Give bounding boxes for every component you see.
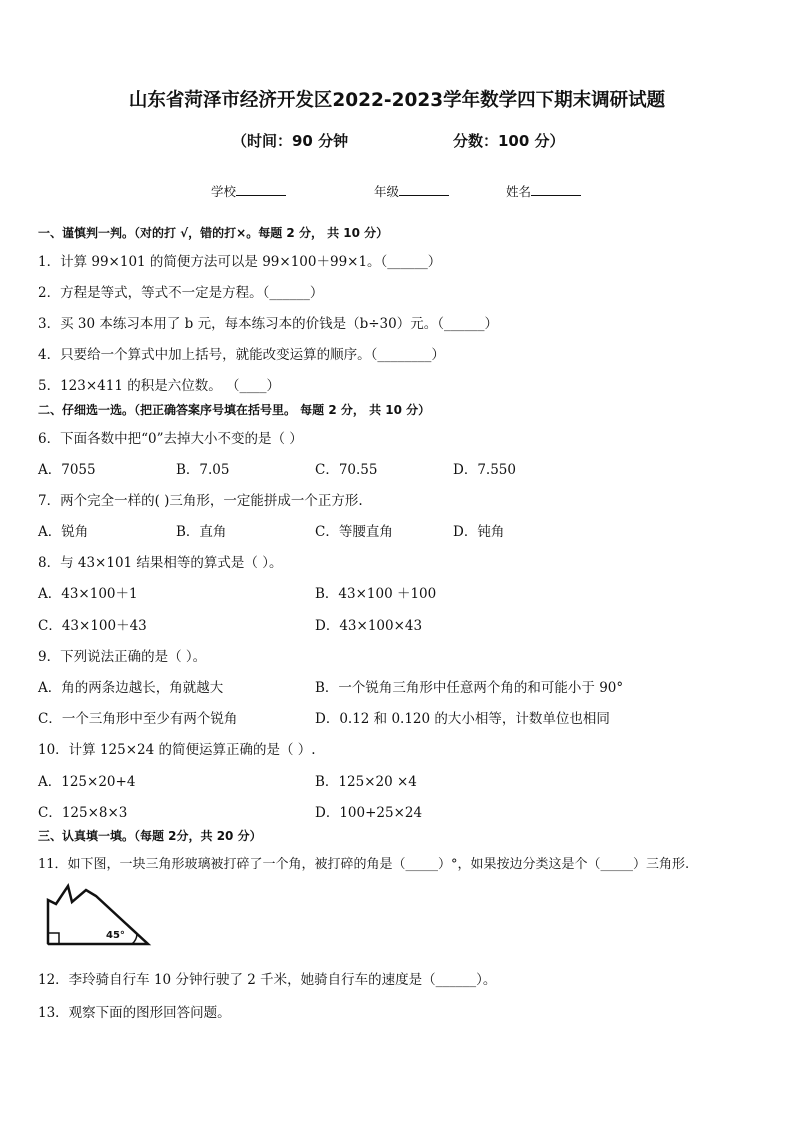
question-3: 3．买 30 本练习本用了 b 元，每本练习本的价钱是（b÷30）元。（______） xyxy=(38,316,498,332)
q7-option-c: C．等腰直角 xyxy=(315,524,393,540)
question-6: 6．下面各数中把“0”去掉大小不变的是（ ） xyxy=(38,431,303,447)
broken-triangle-figure xyxy=(40,882,152,948)
q10-option-a: A．125×20+4 xyxy=(38,774,136,790)
q10-option-c: C．125×8×3 xyxy=(38,805,128,821)
question-10: 10．计算 125×24 的简便运算正确的是（ ）. xyxy=(38,742,316,758)
q6-option-a: A．7055 xyxy=(38,462,96,478)
page-title: 山东省菏泽市经济开发区2022-2023学年数学四下期末调研试题 xyxy=(128,90,666,111)
question-11: 11．如下图，一块三角形玻璃被打碎了一个角，被打碎的角是（_____）°，如果按边分类这是个（_____）三角形. xyxy=(38,857,690,872)
q6-option-d: D．7.550 xyxy=(453,462,516,478)
q9-option-a: A．角的两条边越长，角就越大 xyxy=(38,680,224,696)
grade-blank[interactable] xyxy=(399,182,449,196)
exam-time: （时间：90 分钟 xyxy=(232,132,349,150)
q10-option-b: B．125×20 ×4 xyxy=(315,774,417,790)
school-blank[interactable] xyxy=(236,182,286,196)
school-field xyxy=(211,182,286,200)
section2-heading: 二、仔细选一选。（把正确答案序号填在括号里。 每题 2 分， 共 10 分） xyxy=(38,403,431,417)
question-12: 12．李玲骑自行车 10 分钟行驶了 2 千米，她骑自行车的速度是（______）。 xyxy=(38,972,497,988)
q9-option-d: D．0.12 和 0.120 的大小相等，计数单位也相同 xyxy=(315,711,610,727)
grade-label: 年级 xyxy=(374,184,400,199)
question-8: 8．与 43×101 结果相等的算式是（ ）。 xyxy=(38,555,283,571)
grade-field xyxy=(374,182,449,200)
angle-label: 45° xyxy=(106,930,125,941)
question-2: 2．方程是等式，等式不一定是方程。（______） xyxy=(38,285,324,301)
question-1: 1．计算 99×101 的简便方法可以是 99×100＋99×1。（______） xyxy=(38,254,442,270)
name-label: 姓名 xyxy=(506,184,532,199)
section1-heading: 一、谨慎判一判。（对的打 √，错的打×。每题 2 分， 共 10 分） xyxy=(38,226,389,240)
q6-option-c: C．70.55 xyxy=(315,462,378,478)
q9-option-b: B．一个锐角三角形中任意两个角的和可能小于 90° xyxy=(315,680,624,696)
school-label: 学校 xyxy=(211,184,237,199)
question-5: 5．123×411 的积是六位数。 （____） xyxy=(38,378,281,394)
exam-score: 分数：100 分） xyxy=(453,132,565,150)
q10-option-d: D．100+25×24 xyxy=(315,805,423,821)
q9-option-c: C．一个三角形中至少有两个锐角 xyxy=(38,711,238,727)
q6-option-b: B．7.05 xyxy=(176,462,230,478)
name-blank[interactable] xyxy=(531,182,581,196)
question-13: 13．观察下面的图形回答问题。 xyxy=(38,1005,231,1021)
q8-option-d: D．43×100×43 xyxy=(315,618,423,634)
q7-option-b: B．直角 xyxy=(176,524,227,540)
q8-option-a: A．43×100＋1 xyxy=(38,586,138,602)
question-7: 7．两个完全一样的( )三角形，一定能拼成一个正方形. xyxy=(38,493,363,509)
q7-option-d: D．钝角 xyxy=(453,524,505,540)
q8-option-c: C．43×100＋43 xyxy=(38,618,147,634)
question-4: 4．只要给一个算式中加上括号，就能改变运算的顺序。（________） xyxy=(38,347,445,363)
name-field xyxy=(506,182,581,200)
question-9: 9．下列说法正确的是（ ）。 xyxy=(38,649,207,665)
q8-option-b: B．43×100 ＋100 xyxy=(315,586,437,602)
section3-heading: 三、认真填一填。（每题 2分，共 20 分） xyxy=(38,829,262,843)
q7-option-a: A．锐角 xyxy=(38,524,89,540)
